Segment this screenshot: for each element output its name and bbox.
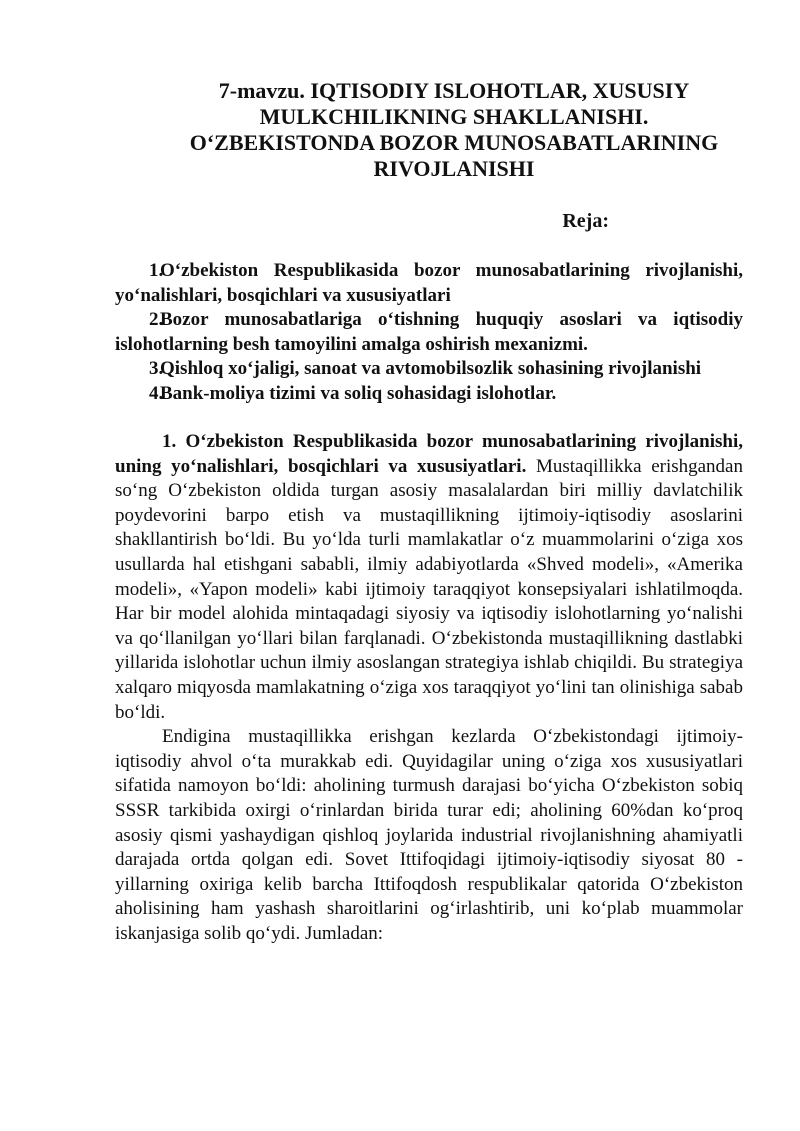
plan-item-number: 3.: [149, 358, 164, 379]
plan-item-text: Bozor munosabatlariga o‘tishning huquqiy asoslari va iqtisodiy islohotlarning besh tamoyilini amalga oshirish mexanizmi.: [115, 309, 743, 355]
paragraph-text: Mustaqillikka erishgandan so‘ng O‘zbekiston oldida turgan asosiy masalalardan biri milliy davlatchilik poydevorini barpo etish va mustaqillikning ijtimoiy-iqtisodiy asoslarini shakllantirish bo‘ldi. Bu yo‘lda turli mamlakatlar o‘z muammolarini o‘ziga xos usullarda hal etishgani sababli, ilmiy adabiyotlarda «Shved modeli», «Amerika modeli», «Yapon modeli» kabi ijtimoiy taraqqiyot konsepsiyalari ishlatilmoqda. Har bir model alohida mintaqadagi siyosiy va iqtisodiy islohotlarning yo‘nalishi va qo‘llanilgan yo‘llari bilan farqlanadi. O‘zbekistonda mustaqillikning dastlabki yillarida islohotlar uchun ilmiy asoslangan strategiya ishlab chiqildi. Bu strategiya xalqaro miqyosda mamlakatning o‘ziga xos taraqqiyot yo‘lini tan olinishiga sabab bo‘ldi.: [115, 455, 743, 723]
plan-item-number: 2.: [149, 309, 164, 330]
plan-list: [115, 259, 743, 406]
plan-item-number: 1.: [149, 260, 164, 281]
plan-item: [115, 308, 743, 357]
plan-item: [115, 382, 743, 407]
body-paragraph-1: [115, 430, 743, 725]
document-title: 7-mavzu. IQTISODIY ISLOHOTLAR, XUSUSIY MULKCHILIKNING SHAKLLANISHI. O‘ZBEKISTONDA BOZOR MUNOSABATLARINING RIVOJLANISHI: [189, 78, 719, 181]
plan-item: [115, 259, 743, 308]
plan-item-text: O‘zbekiston Respublikasida bozor munosabatlarining rivojlanishi, yo‘nalishlari, bosqichlari va xususiyatlari: [115, 260, 743, 306]
plan-heading: Reja:: [562, 210, 609, 232]
plan-item-text: Qishloq xo‘jaligi, sanoat va avtomobilsozlik sohasining rivojlanishi: [160, 358, 702, 379]
plan-item-text: Bank-moliya tizimi va soliq sohasidagi islohotlar.: [160, 382, 557, 404]
document-page: [115, 78, 743, 946]
plan-item-number: 4.: [149, 382, 164, 404]
plan-item: [115, 357, 743, 382]
body-paragraph-2: Endigina mustaqillikka erishgan kezlarda O‘zbekistondagi ijtimoiy-iqtisodiy ahvol o‘ta murakkab edi. Quyidagilar uning o‘ziga xos xususiyatlari sifatida namoyon bo‘ldi: aholining turmush darajasi bo‘yicha O‘zbekiston sobiq SSSR tarkibida oxirgi o‘rinlardan birida turar edi; aholining 60%dan ko‘proq asosiy qismi yashaydigan qishloq joylarida industrial rivojlanishning ahamiyatli darajada ortda qolgan edi. Sovet Ittifoqidagi ijtimoiy-iqtisodiy siyosat 80 - yillarning oxiriga kelib barcha Ittifoqdosh respublikalar qatorida O‘zbekiston aholisining ham yashash sharoitlarini og‘irlashtirib, uni ko‘plab muammolar iskanjasiga solib qo‘ydi. Jumladan:: [115, 726, 743, 944]
section-heading: 1. O‘zbekiston Respublikasida bozor munosabatlarining rivojlanishi, uning yo‘nalishlari, bosqichlari va xususiyatlari.: [115, 431, 743, 477]
